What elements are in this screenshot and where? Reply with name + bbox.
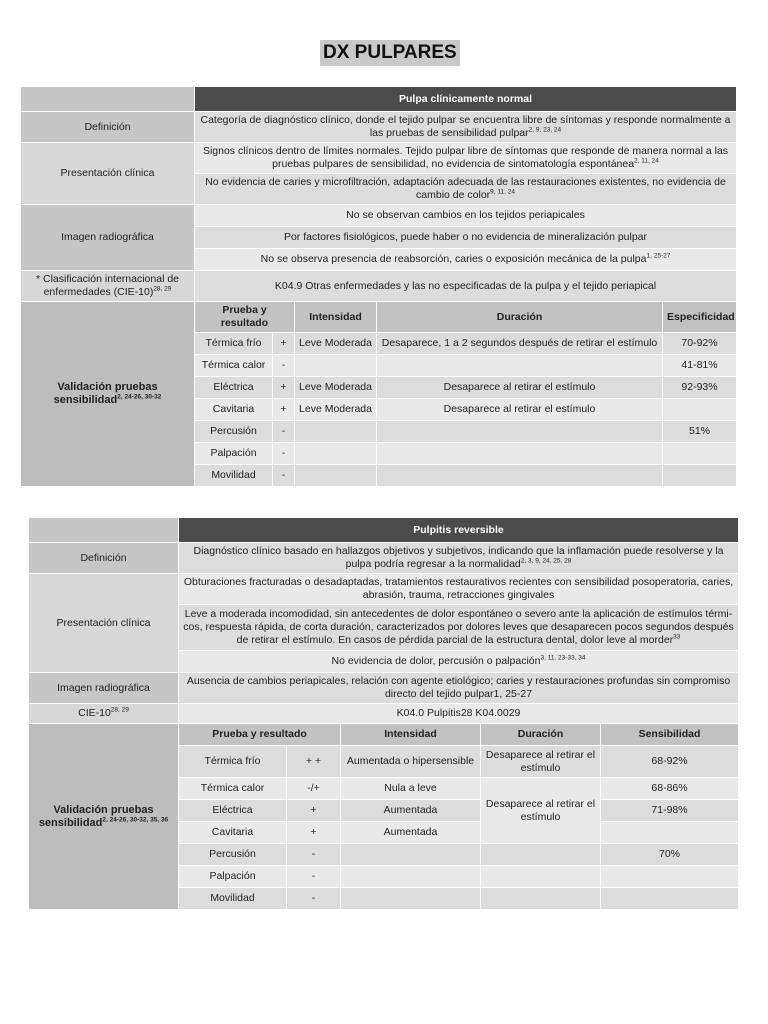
reference-superscript: 2, 9, 23, 24 (528, 126, 562, 134)
test-name: Térmica frío (195, 333, 273, 355)
radiograph-cell (195, 249, 737, 271)
intensity (341, 844, 481, 866)
column-header: Intensidad (295, 302, 377, 333)
test-name: Percusión (179, 844, 287, 866)
sensitivity (601, 866, 739, 888)
radiograph-label: Imagen radiográfica (29, 673, 179, 704)
cie-value: K04.9 Otras enfermedades y las no especificadas de la pulpa y el tejido periapical (195, 271, 737, 302)
column-header: Prueba y resultado (179, 724, 341, 746)
intensity: Nula a leve (341, 778, 481, 800)
reference-superscript: 28, 29 (110, 706, 129, 714)
reference-superscript: 3, 11, 23-33, 34 (540, 654, 586, 662)
definition-label: Definición (21, 112, 195, 143)
presentation-cell (195, 143, 737, 174)
intensity: Aumentada (341, 822, 481, 844)
reference-superscript: 2, 24-26, 30-32, 35, 36 (102, 815, 169, 823)
test-result: -/+ (287, 778, 341, 800)
intensity (341, 866, 481, 888)
radiograph-label: Imagen radiográfica (21, 205, 195, 271)
column-header: Especificidad (663, 302, 737, 333)
specificity (663, 465, 737, 487)
validation-label (21, 302, 195, 487)
test-result: - (287, 844, 341, 866)
test-result: - (287, 888, 341, 910)
test-result: + (273, 333, 295, 355)
intensity: Leve Moderada (295, 399, 377, 421)
test-result: + (273, 399, 295, 421)
definition-label: Definición (29, 543, 179, 574)
intensity (295, 421, 377, 443)
validation-label-text: Validación pruebas sensibilidad (53, 381, 158, 406)
sensitivity (601, 888, 739, 910)
test-result: - (273, 443, 295, 465)
column-header: Sensibilidad (601, 724, 739, 746)
presentation-cell: Obturaciones fracturadas o desadaptadas, tratamientos restaurativos recientes con sensibilidad posoperatoria, caries, abrasión, trauma, retracciones gingivales (179, 574, 739, 605)
cie-label (29, 704, 179, 724)
test-name: Eléctrica (195, 377, 273, 399)
cie-value: K04.0 Pulpitis28 K04.0029 (179, 704, 739, 724)
test-name: Térmica calor (195, 355, 273, 377)
duration-empty (481, 866, 601, 888)
intensity (295, 355, 377, 377)
definition-text: Categoría de diagnóstico clínico, donde el tejido pulpar se encuentra libre de síntomas y responde normalmente a las pruebas de sensibilidad pulpar (200, 114, 731, 139)
intensity (295, 465, 377, 487)
validation-label (29, 724, 179, 910)
test-name: Cavitaria (179, 822, 287, 844)
test-name: Térmica frío (179, 746, 287, 778)
cie-label (21, 271, 195, 302)
reference-superscript: 28, 29 (153, 285, 172, 293)
presentation-text: No evidencia de dolor, percusión o palpación (331, 655, 541, 667)
pulpa-normal-table (20, 86, 737, 487)
test-result: + (273, 377, 295, 399)
duration-empty (481, 888, 601, 910)
test-name: Cavitaria (195, 399, 273, 421)
intensity: Leve Moderada (295, 377, 377, 399)
test-name: Palpación (179, 866, 287, 888)
test-result: - (273, 465, 295, 487)
duration-empty (481, 844, 601, 866)
test-name: Movilidad (195, 465, 273, 487)
specificity: 70-92% (663, 333, 737, 355)
presentation-text: No evidencia de caries y microfiltración, adaptación adecuada de las restauraciones existentes, no evidencia de cambio de color (205, 176, 726, 201)
intensity: Aumentada (341, 800, 481, 822)
sensitivity: 68-86% (601, 778, 739, 800)
validation-label-text: Validación pruebas sensibilidad (38, 803, 154, 829)
table-banner: Pulpa clínicamente normal (195, 87, 737, 112)
intensity: Leve Moderada (295, 333, 377, 355)
duration (377, 421, 663, 443)
radiograph-cell: Por factores fisiológicos, puede haber o no evidencia de mineralización pulpar (195, 227, 737, 249)
reference-superscript: 9, 11, 24 (490, 188, 515, 196)
presentation-label: Presentación clínica (21, 143, 195, 205)
presentation-cell (179, 651, 739, 673)
test-result: + (287, 800, 341, 822)
test-result: - (287, 866, 341, 888)
reference-superscript: 2, 11, 24 (634, 157, 659, 165)
intensity: Aumentada o hipersensible (341, 746, 481, 778)
sensitivity: 68-92% (601, 746, 739, 778)
radiograph-cell: No se observan cambios en los tejidos periapicales (195, 205, 737, 227)
test-result: + + (287, 746, 341, 778)
sensitivity: 70% (601, 844, 739, 866)
radiograph-text: No se observa presencia de reabsorción, caries o exposición mecánica de la pulpa (260, 253, 647, 265)
test-name: Movilidad (179, 888, 287, 910)
sensitivity (601, 822, 739, 844)
duration: Desaparece al retirar el estímulo (481, 778, 601, 844)
column-header: Intensidad (341, 724, 481, 746)
test-name: Palpación (195, 443, 273, 465)
presentation-cell (179, 605, 739, 651)
intensity (295, 443, 377, 465)
specificity (663, 443, 737, 465)
intensity (341, 888, 481, 910)
reference-superscript: 2, 3, 9, 24, 25, 28 (520, 557, 572, 565)
test-name: Térmica calor (179, 778, 287, 800)
test-result: + (287, 822, 341, 844)
cie-label-text: CIE-10 (78, 707, 111, 719)
column-header: Duración (481, 724, 601, 746)
duration (377, 355, 663, 377)
reference-superscript: 2, 24-26, 30-32 (117, 393, 162, 401)
test-name: Eléctrica (179, 800, 287, 822)
presentation-text: Leve a moderada incomodidad, sin antecedentes de dolor espontáneo o severo ante la aplicación de estímulos térmi-cos, respuesta rápida, de corta duración, caracterizados por dolores leves que desaparecen pocos segundos después de retirar el estímulo. En casos de pérdida parcial de la estructura dental, dolor leve al morder (183, 608, 734, 646)
specificity: 92-93% (663, 377, 737, 399)
duration: Desaparece al retirar el estímulo (377, 399, 663, 421)
specificity: 41-81% (663, 355, 737, 377)
duration (377, 443, 663, 465)
presentation-text: Signos clínicos dentro de límites normales. Tejido pulpar libre de síntomas que responde de manera normal a las pruebas pulpares de sensibilidad, no evidencia de sintomatología espontánea (202, 145, 729, 170)
specificity (663, 399, 737, 421)
test-result: - (273, 421, 295, 443)
column-header: Duración (377, 302, 663, 333)
sensitivity: 71-98% (601, 800, 739, 822)
duration: Desaparece al retirar el estímulo (481, 746, 601, 778)
presentation-cell (195, 174, 737, 205)
test-result: - (273, 355, 295, 377)
reference-superscript: 33 (673, 633, 681, 641)
page-title: DX PULPARES (320, 40, 460, 66)
definition-cell (195, 112, 737, 143)
pulpitis-reversible-table (28, 517, 739, 910)
table-banner: Pulpitis reversible (179, 518, 739, 543)
duration: Desaparece al retirar el estímulo (377, 377, 663, 399)
radiograph-cell: Ausencia de cambios periapicales, relación con agente etiológico; caries y restauraciones profundas sin compromiso directo del tejido pulpar1, 25-27 (179, 673, 739, 704)
presentation-label: Presentación clínica (29, 574, 179, 673)
definition-cell (179, 543, 739, 574)
duration (377, 465, 663, 487)
duration: Desaparece, 1 a 2 segundos después de retirar el estímulo (377, 333, 663, 355)
specificity: 51% (663, 421, 737, 443)
cie-label-text: * Clasificación internacional de enfermedades (CIE-10) (36, 273, 179, 298)
column-header: Prueba y resultado (195, 302, 295, 333)
reference-superscript: 1, 25-27 (646, 252, 671, 260)
definition-text: Diagnóstico clínico basado en hallazgos objetivos y subjetivos, indicando que la inflamación puede resolverse y la pulpa podría regresar a la normalidad (193, 545, 724, 570)
test-name: Percusión (195, 421, 273, 443)
